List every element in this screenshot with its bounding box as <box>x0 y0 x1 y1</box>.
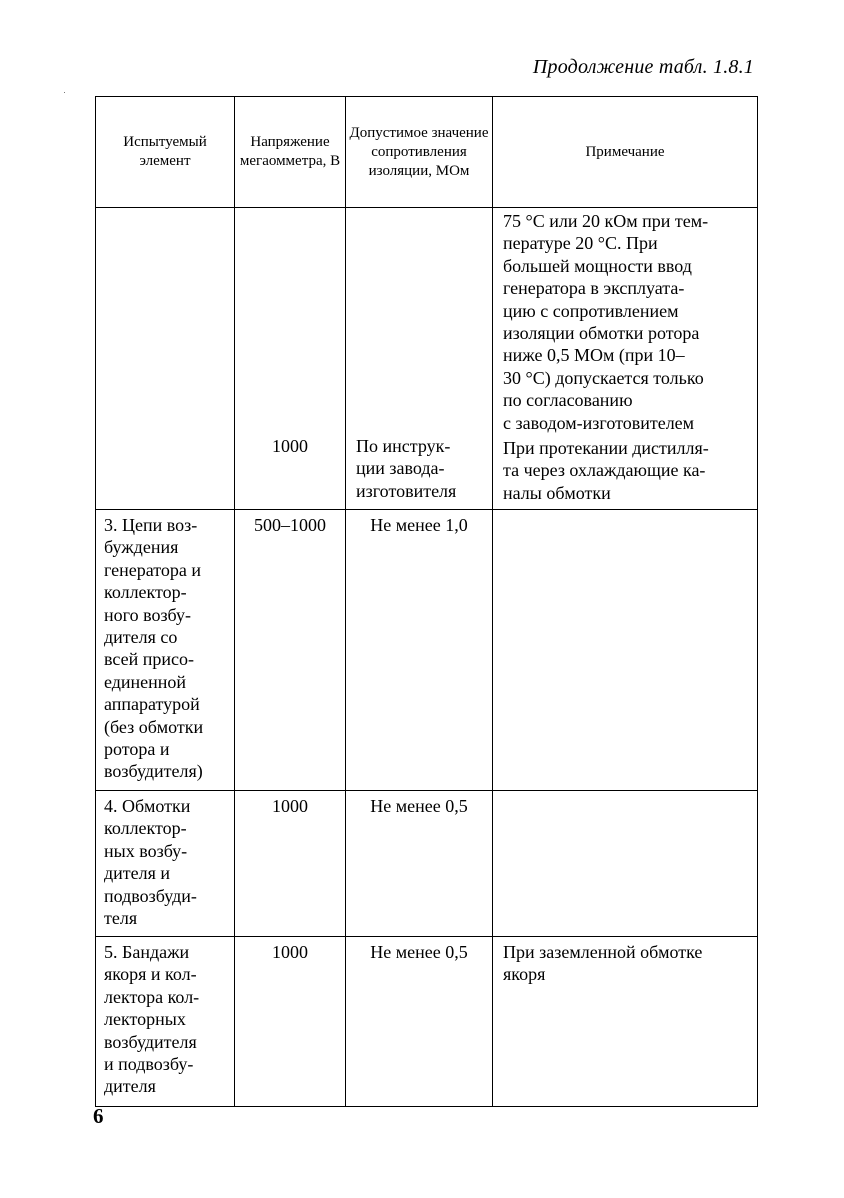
text-line: 3. Цепи воз- <box>104 515 198 535</box>
header-resistance: Допустимое значение сопротивления изоляции, МОм <box>346 97 493 208</box>
cell-note <box>493 791 758 937</box>
cell-resistance <box>346 208 493 510</box>
note-continuation <box>503 210 749 434</box>
cell-element <box>96 791 235 937</box>
text-line: (без обмотки <box>104 716 204 737</box>
table-row <box>96 791 758 937</box>
page-number: 6 <box>93 1104 104 1128</box>
text-line: По инструк- <box>356 436 451 456</box>
text-line: изготовителя <box>356 480 457 501</box>
cell-voltage: 1000 <box>235 791 346 937</box>
cell-resistance: Не менее 0,5 <box>346 791 493 937</box>
text-line: та через охлаждающие ка- <box>503 460 706 481</box>
cell-element <box>96 937 235 1107</box>
text-line: всей присо- <box>104 649 194 670</box>
text-line: ции завода- <box>356 458 445 479</box>
table-row <box>96 937 758 1107</box>
text-line: генератора и <box>104 559 202 580</box>
cell-note <box>493 937 758 1107</box>
text-line: по согласованию <box>503 390 633 411</box>
text-line: дителя <box>104 1076 156 1097</box>
text-line: 4. Обмотки <box>104 796 191 816</box>
text-line: лекторных <box>104 1009 186 1030</box>
text-line: аппаратурой <box>104 694 200 715</box>
cell-note <box>493 510 758 791</box>
text-line: дителя со <box>104 627 178 648</box>
cell-note <box>493 208 758 510</box>
cell-resistance: Не менее 0,5 <box>346 937 493 1107</box>
text-line: дителя и <box>104 863 171 884</box>
header-element: Испытуемый элемент <box>96 97 235 208</box>
text-line: 5. Бандажи <box>104 942 190 962</box>
text-line: большей мощности ввод <box>503 255 692 276</box>
sub-resistance <box>356 435 488 502</box>
text-line: коллектор- <box>104 818 187 839</box>
text-line: пературе 20 °С. При <box>503 233 658 254</box>
text-line: возбудителя) <box>104 761 203 782</box>
text-line: ного возбу- <box>104 604 192 625</box>
cell-element <box>96 510 235 791</box>
table-row <box>96 208 758 510</box>
text-line: ных возбу- <box>104 840 188 861</box>
text-line: ротора и <box>104 739 170 760</box>
text-line: цию с сопротивлением <box>503 300 679 321</box>
cell-voltage: 500–1000 <box>235 510 346 791</box>
insulation-table <box>95 96 758 1107</box>
text-line: возбудителя <box>104 1031 197 1052</box>
text-line: подвозбуди- <box>104 885 197 906</box>
text-line: изоляции обмотки ротора <box>503 323 700 344</box>
text-line: теля <box>104 908 138 929</box>
text-line: буждения <box>104 537 179 558</box>
text-line: налы обмотки <box>503 482 611 503</box>
sub-note <box>503 437 749 504</box>
text-line: якоря <box>503 964 546 985</box>
sub-voltage: 1000 <box>272 436 308 456</box>
text-line: коллектор- <box>104 582 187 603</box>
text-line: лектора кол- <box>104 986 200 1007</box>
text-line: генератора в эксплуата- <box>503 278 685 299</box>
text-line: 30 °С) допускается только <box>503 367 704 388</box>
text-line: 75 °С или 20 кОм при тем- <box>503 211 709 231</box>
cell-resistance: Не менее 1,0 <box>346 510 493 791</box>
header-note: Примечание <box>493 97 758 208</box>
text-line: единенной <box>104 671 187 692</box>
cell-element <box>96 208 235 510</box>
table-row <box>96 510 758 791</box>
table-caption: Продолжение табл. 1.8.1 <box>532 56 754 78</box>
speck <box>64 92 65 93</box>
text-line: При протекании дистилля- <box>503 438 709 459</box>
cell-voltage <box>235 208 346 510</box>
text-line: При заземленной обмотке <box>503 942 703 962</box>
header-row <box>96 97 758 208</box>
text-line: и подвозбу- <box>104 1054 194 1075</box>
cell-voltage: 1000 <box>235 937 346 1107</box>
text-line: с заводом-изготовителем <box>503 412 695 433</box>
header-voltage: Напряжение мегаомметра, В <box>235 97 346 208</box>
text-line: ниже 0,5 МОм (при 10– <box>503 345 685 366</box>
text-line: якоря и кол- <box>104 964 197 985</box>
